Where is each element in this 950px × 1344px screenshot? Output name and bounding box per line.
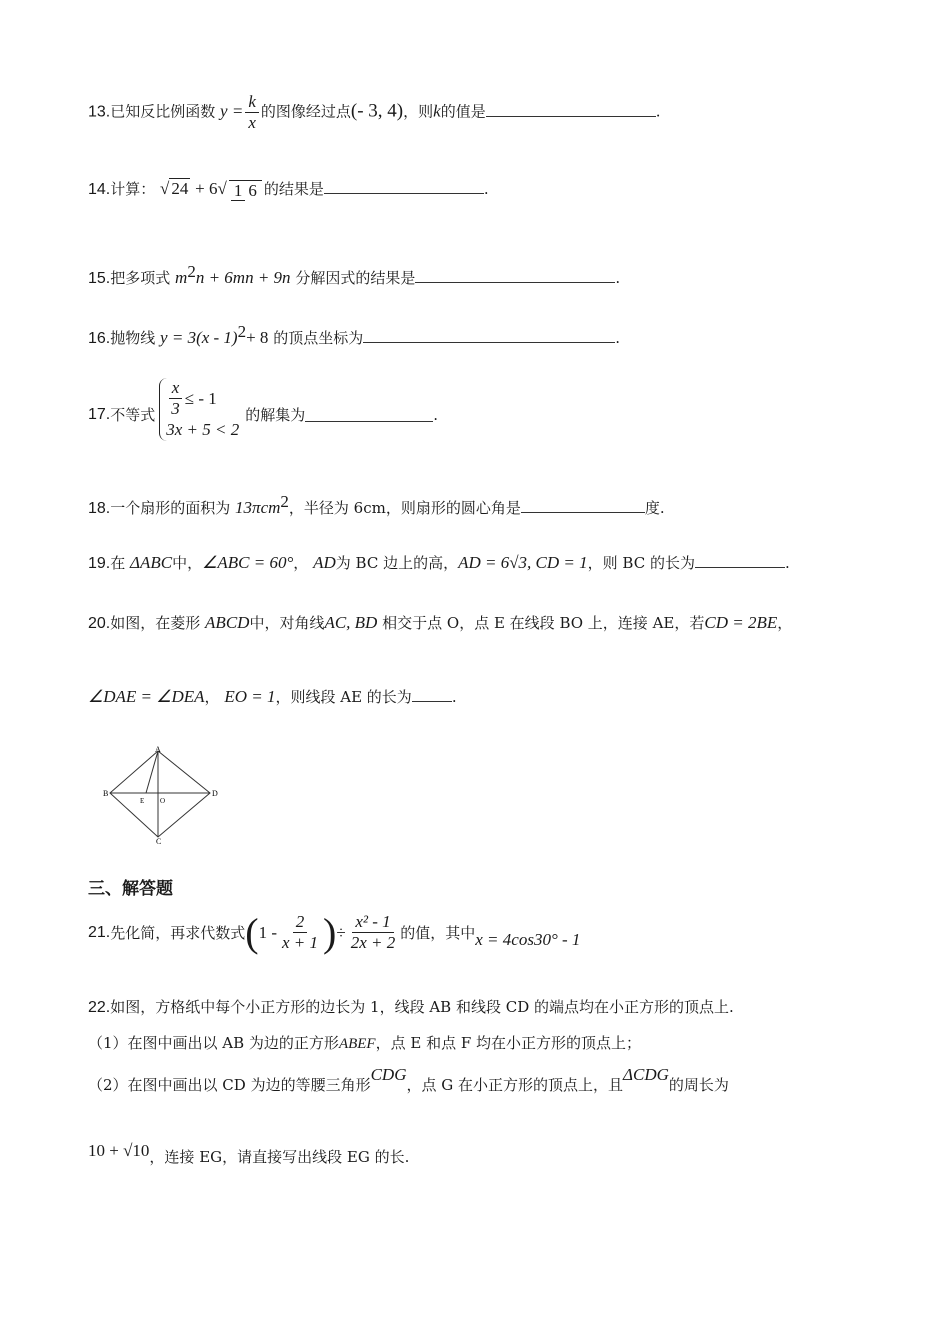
question-22-part-2-line2: 10 + √10，连接 EG，请直接写出线段 EG 的长.	[88, 1141, 410, 1166]
question-number: 13.	[88, 103, 111, 121]
question-22-part-2: （2）在图中画出以 CD 为边的等腰三角形CDG，点 G 在小正方形的顶点上，且ΔCDG的周长为	[88, 1065, 729, 1094]
rhombus-figure	[100, 745, 220, 845]
answer-blank[interactable]	[695, 553, 785, 568]
inequality-system: $\frac{x}{3}$ ≤ - 1 3x + 5 < 2	[159, 378, 239, 441]
question-number: 20.	[88, 615, 111, 632]
fraction: 1 6	[229, 180, 262, 201]
answer-blank[interactable]	[415, 268, 615, 283]
question-21: 21. 先化简，再求代数式 ( 1 - $\frac{2}{x + 1}$ ) ÷ $\frac{\text{x² - 1}}{2x + 2}$ 的值，其中 x = 4cos30° - 1	[88, 909, 581, 955]
answer-blank[interactable]	[305, 407, 433, 422]
label-c: C	[156, 837, 162, 845]
label-b: B	[103, 789, 109, 798]
question-number: 21.	[88, 923, 111, 941]
question-19: 19.在 ΔABC中，∠ABC = 60°， AD为 BC 边上的高，AD = 6√3, CD = 1，则 BC 的长为 .	[88, 553, 790, 572]
question-number: 22.	[88, 999, 111, 1016]
question-number: 15.	[88, 270, 111, 287]
question-22: 22.如图，方格纸中每个小正方形的边长为 1，线段 AB 和线段 CD 的端点均在小正方形的顶点上.	[88, 998, 734, 1016]
fraction: $\frac{x}{3}$	[168, 378, 183, 419]
label-o: O	[160, 797, 166, 805]
answer-blank[interactable]	[324, 179, 484, 194]
fraction: $\frac{\text{x² - 1}}{2x + 2}$	[350, 912, 396, 952]
question-20-line2: ∠DAE = ∠DEA， EO = 1，则线段 AE 的长为 .	[88, 687, 457, 706]
question-number: 19.	[88, 555, 111, 572]
answer-blank[interactable]	[363, 328, 615, 343]
question-number: 18.	[88, 500, 111, 517]
fraction: $\frac{2}{x + 1}$	[282, 912, 319, 952]
answer-blank[interactable]	[521, 498, 645, 513]
rhombus-abcd	[110, 751, 210, 837]
question-number: 17.	[88, 405, 111, 423]
question-16: 16.抛物线 y = 3(x - 1)$^2$+ 8 的顶点坐标为 .	[88, 322, 621, 347]
question-18: 18.一个扇形的面积为 13πcm$^2$，半径为 6cm，则扇形的圆心角是 度.	[88, 492, 665, 517]
label-d: D	[212, 789, 218, 798]
question-number: 14.	[88, 181, 111, 198]
question-17: 17. 不等式 $\frac{x}{3}$ ≤ - 1 3x + 5 < 2 的解集为 .	[88, 378, 439, 439]
question-20: 20.如图，在菱形 ABCD中，对角线AC, BD 相交于点 O，点 E 在线段 BO 上，连接 AE，若CD = 2BE，	[88, 613, 793, 632]
question-13: 13.已知反比例函数 y = $\frac{k}{x}$ 的图像经过点(- 3, 4)，则k的值是 .	[88, 92, 661, 132]
question-number: 16.	[88, 330, 111, 347]
segment-ae	[146, 751, 158, 793]
question-15: 15.把多项式 $m^2n + 6mn + 9n$ 分解因式的结果是 .	[88, 262, 621, 287]
section-heading: 三、解答题	[88, 879, 173, 899]
label-a: A	[155, 745, 161, 754]
answer-blank[interactable]	[412, 687, 452, 702]
question-22-part-1: （1）在图中画出以 AB 为边的正方形ABEF，点 E 和点 F 均在小正方形的顶点上；	[88, 1034, 642, 1052]
question-14: 14.计算： √ 24 + 6√ 1 6 的结果是 .	[88, 179, 489, 200]
answer-blank[interactable]	[486, 102, 656, 117]
label-e: E	[140, 797, 145, 805]
fraction: $\frac{k}{x}$	[245, 92, 259, 133]
